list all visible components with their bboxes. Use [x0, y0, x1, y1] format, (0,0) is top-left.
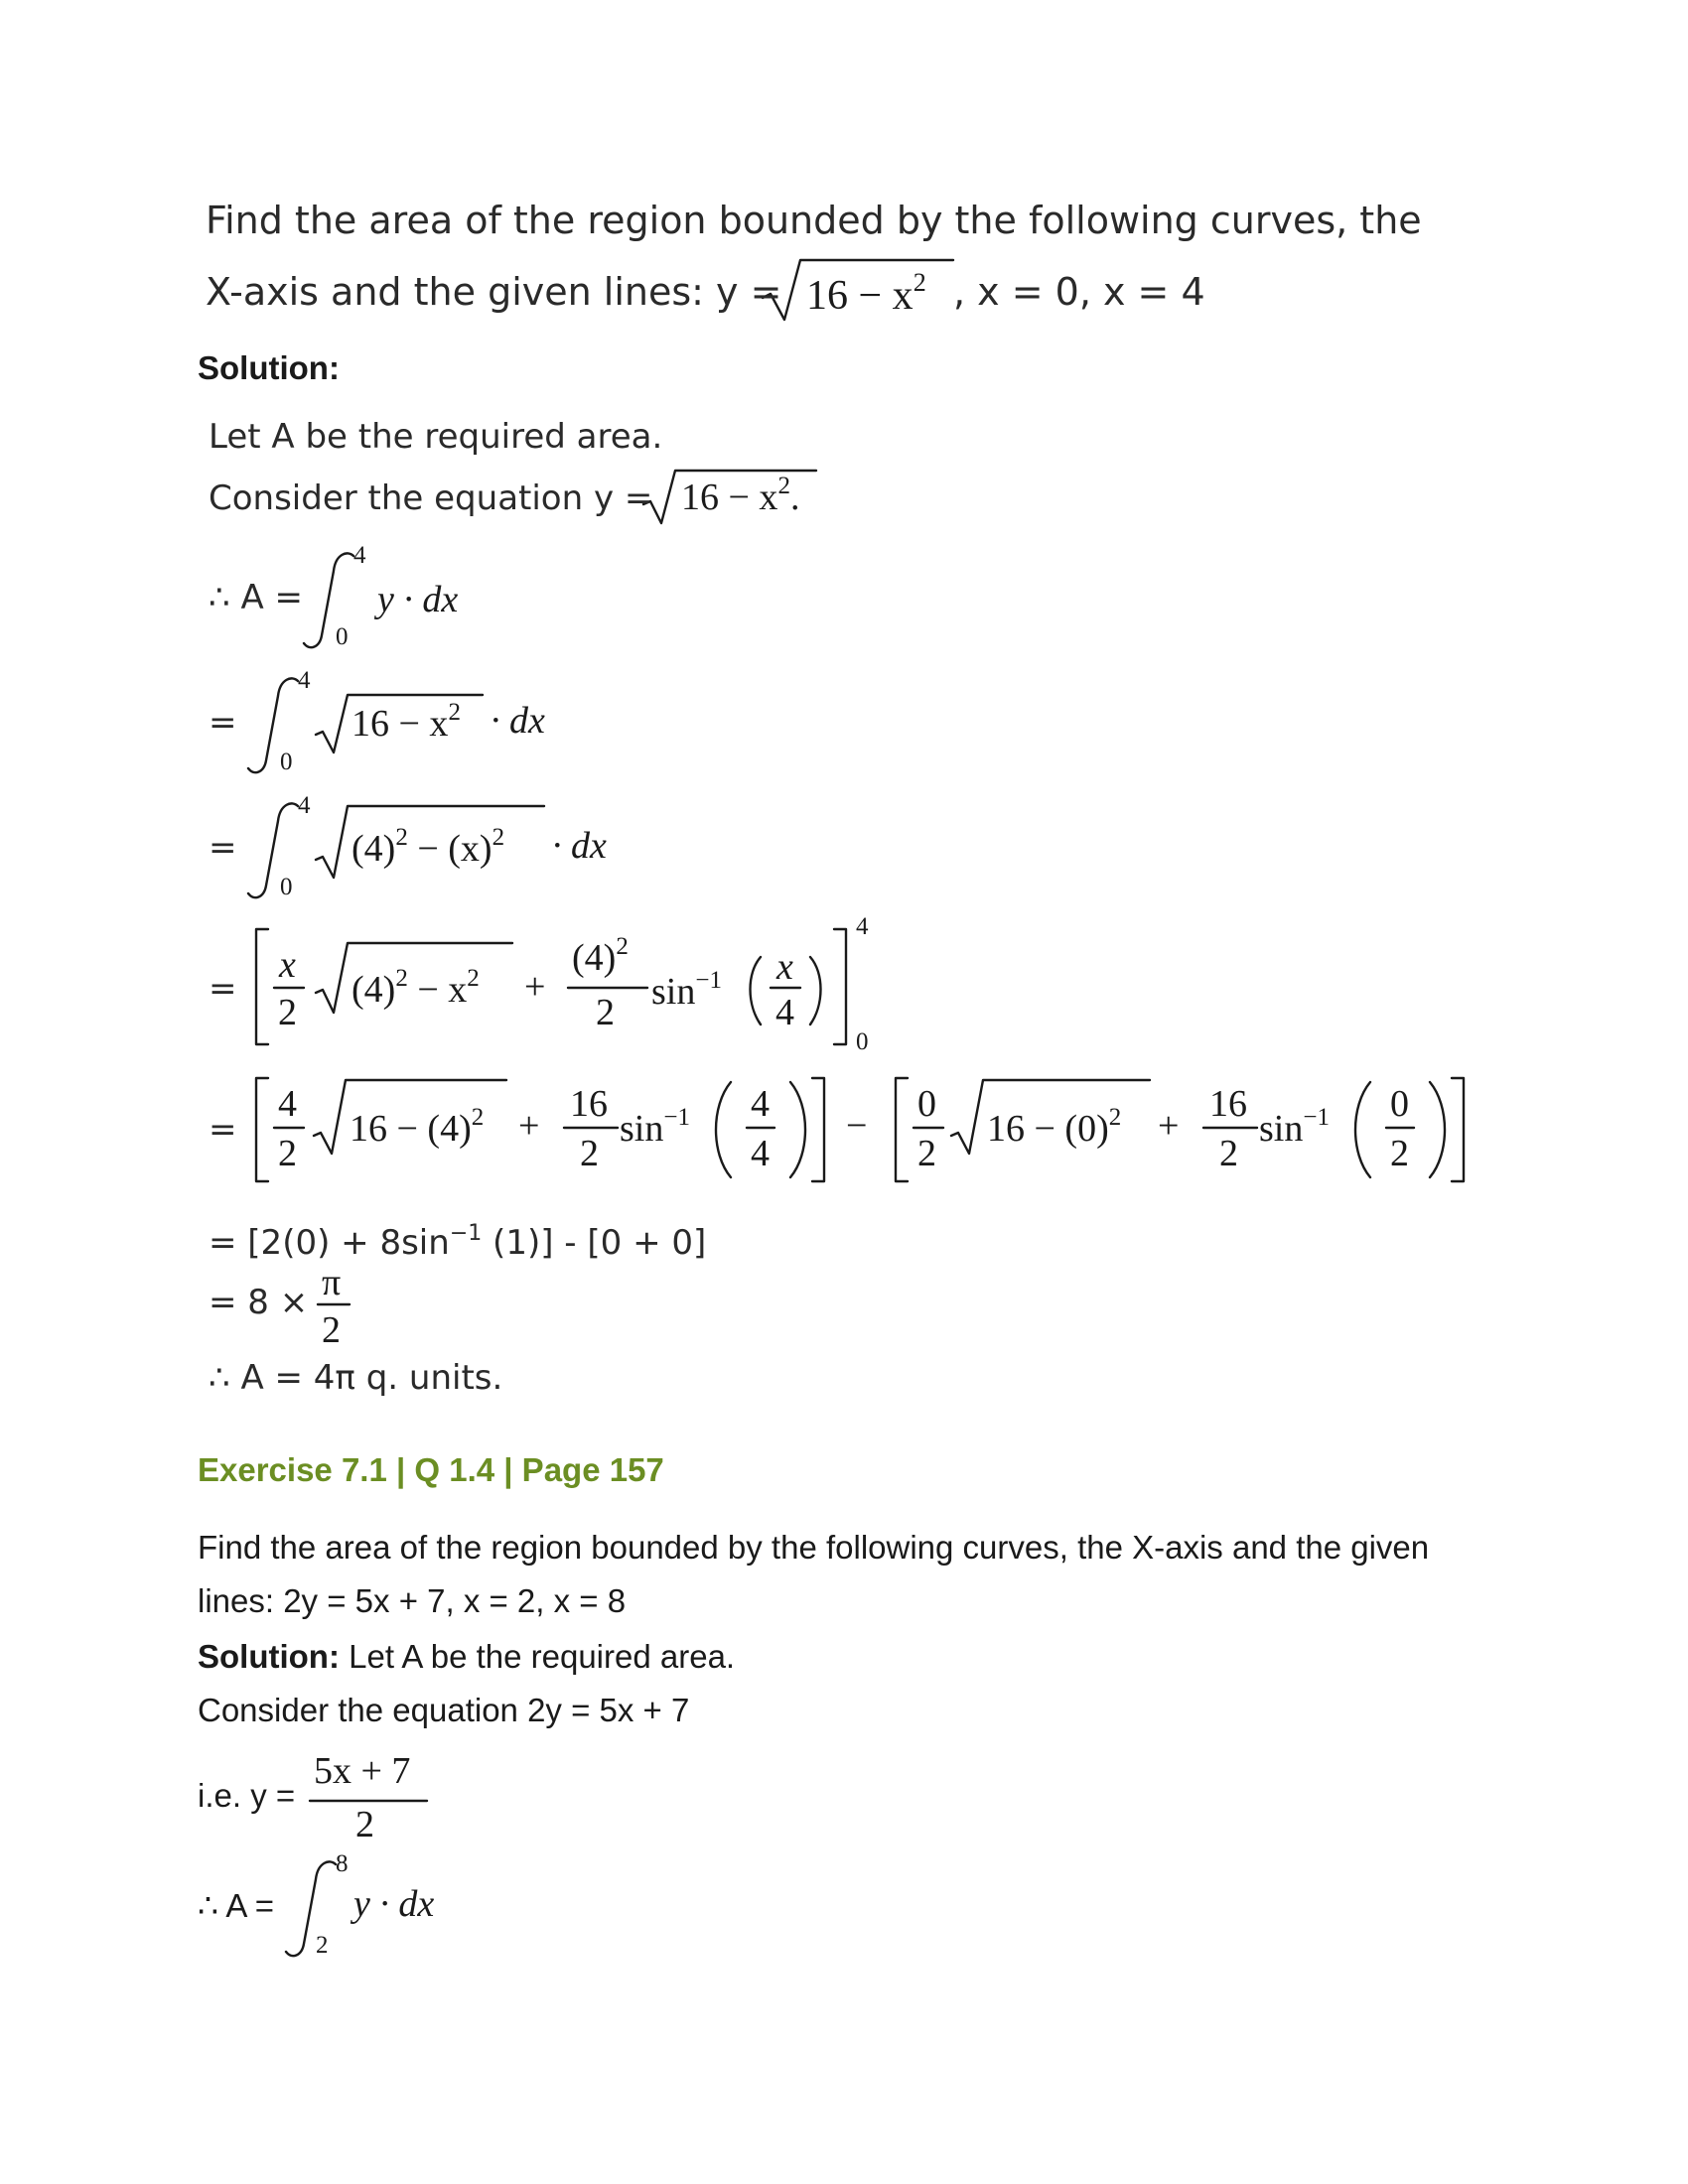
exponent: 2: [395, 824, 408, 851]
fraction-numerator: x: [776, 946, 793, 988]
integral-lower-limit: 0: [280, 749, 293, 775]
eval-lower-limit: 0: [856, 1028, 869, 1055]
right-paren: [1430, 1082, 1445, 1177]
exercise-heading: Exercise 7.1 | Q 1.4 | Page 157: [198, 1451, 664, 1488]
integrand: y · dx: [377, 579, 459, 620]
problem-radicand: [806, 268, 926, 320]
sin-function: [620, 1104, 690, 1151]
radicand-text: 16 − x: [806, 273, 914, 319]
numerator-text: (4): [572, 937, 617, 979]
fraction-numerator: [572, 933, 629, 980]
left-paren: [751, 957, 762, 1024]
therefore-a: ∴ A =: [198, 1887, 274, 1924]
problem-statement-line2: [206, 270, 781, 314]
right-paren: [790, 1082, 805, 1177]
fraction-numerator: 5x + 7: [314, 1750, 411, 1792]
left-bracket: [256, 1078, 268, 1181]
fraction-numerator: x: [279, 944, 296, 986]
step6-line: [209, 1221, 706, 1263]
exponent: 2: [913, 268, 926, 297]
solution-heading: Solution:: [198, 349, 340, 386]
sin-function: [1259, 1104, 1330, 1151]
final-answer: ∴ A = 4π q. units.: [209, 1358, 503, 1398]
exponent: −1: [449, 1221, 483, 1246]
fraction-numerator: 0: [917, 1083, 936, 1125]
fraction-numerator: 16: [1209, 1083, 1247, 1125]
radicand-text: 16 − (0): [987, 1108, 1109, 1150]
sin-text: sin: [1259, 1108, 1304, 1150]
fraction-denominator: 2: [596, 992, 615, 1033]
equals-sign: =: [209, 969, 237, 1009]
fraction-numerator: π: [322, 1262, 342, 1303]
right-bracket: [812, 1078, 824, 1181]
problem2-line2: lines: 2y = 5x + 7, x = 2, x = 8: [198, 1582, 627, 1619]
problem-statement-line1: Find the area of the region bounded by the following curves, the: [206, 199, 1422, 242]
step3-radicand: [352, 824, 504, 871]
integral-lower-limit: 2: [316, 1932, 329, 1959]
fraction-denominator: 2: [278, 992, 297, 1033]
exponent: 2: [616, 933, 629, 960]
problem2-solution-line: [198, 1638, 735, 1676]
integrand: y · dx: [353, 1883, 435, 1925]
integral-lower-limit: 0: [280, 874, 293, 900]
fraction-numerator: 4: [278, 1083, 297, 1125]
left-bracket: [256, 929, 268, 1044]
exponent: 2: [395, 965, 408, 992]
problem2-line1: Find the area of the region bounded by the following curves, the X-axis and the given: [198, 1529, 1430, 1566]
right-bracket: [834, 929, 846, 1044]
radicand-part: (4): [352, 828, 396, 870]
integral-upper-limit: 4: [298, 792, 311, 819]
integral-lower-limit: 0: [336, 623, 349, 650]
exponent: −1: [663, 1104, 690, 1131]
equals-sign: =: [209, 1110, 237, 1150]
problem2-consider: Consider the equation 2y = 5x + 7: [198, 1692, 690, 1728]
fraction-numerator: 4: [751, 1083, 770, 1125]
left-paren: [716, 1082, 731, 1177]
exponent: −1: [1303, 1104, 1330, 1131]
left-paren: [1355, 1082, 1370, 1177]
exponent: −1: [695, 967, 722, 994]
exponent: 2: [1108, 1104, 1122, 1131]
exponent: 2: [777, 473, 790, 499]
sin-function: [651, 967, 722, 1014]
right-bracket: [1452, 1078, 1464, 1181]
fraction-denominator: 2: [917, 1133, 936, 1174]
consider-line: Consider the equation y =: [209, 478, 653, 518]
plus-sign: +: [524, 966, 546, 1008]
right-paren: [810, 957, 821, 1024]
sin-text: sin: [620, 1108, 664, 1150]
eval-upper-limit: 4: [856, 913, 869, 940]
radicand-part: − x: [417, 969, 468, 1011]
fraction-denominator: 2: [278, 1133, 297, 1174]
left-bracket: [896, 1078, 908, 1181]
fraction-denominator: 2: [355, 1804, 374, 1845]
step6-text: (1)] - [0 + 0]: [482, 1223, 707, 1263]
radicand-text: 16 − x: [681, 477, 778, 518]
minus-sign: −: [846, 1105, 868, 1147]
integral-sign: [286, 1861, 336, 1956]
step5-radicand-2: [987, 1104, 1121, 1151]
exponent: 2: [448, 699, 461, 726]
fraction-denominator: 2: [1390, 1133, 1409, 1174]
consider-radicand: [681, 473, 799, 519]
exponent: 2: [471, 1104, 485, 1131]
fraction-denominator: 2: [580, 1133, 599, 1174]
radicand-part: − (x): [417, 828, 492, 870]
plus-sign: +: [1158, 1105, 1180, 1147]
solution-label: Solution:: [198, 1638, 340, 1675]
integral-upper-limit: 4: [298, 667, 311, 694]
equals-sign: =: [209, 828, 237, 868]
radicand-text: 16 − (4): [350, 1108, 472, 1150]
fraction-denominator: 2: [1219, 1133, 1238, 1174]
exponent: 2: [492, 824, 505, 851]
solution-text: Let A be the required area.: [339, 1638, 736, 1675]
radicand-text: 16 − x: [352, 703, 449, 745]
fraction-numerator: 16: [570, 1083, 608, 1125]
integral-upper-limit: 8: [336, 1850, 349, 1877]
fraction-denominator: 4: [775, 992, 794, 1033]
step6-text: = [2(0) + 8sin: [209, 1223, 450, 1263]
step2-dx: · dx: [491, 700, 545, 742]
integral-upper-limit: 4: [353, 542, 366, 569]
therefore-a: ∴ A =: [209, 578, 303, 617]
equals-sign: =: [209, 703, 237, 743]
step7-prefix: = 8 ×: [209, 1283, 309, 1322]
step5-radicand-1: [350, 1104, 484, 1151]
fraction-denominator: 4: [751, 1133, 770, 1174]
step2-radicand: [352, 699, 461, 746]
problem-statement-suffix: , x = 0, x = 4: [953, 270, 1205, 314]
let-line: Let A be the required area.: [209, 417, 663, 457]
fraction-denominator: 2: [322, 1309, 341, 1351]
plus-sign: +: [518, 1105, 540, 1147]
period: .: [789, 477, 800, 518]
sin-text: sin: [651, 971, 696, 1013]
radicand-part: (4): [352, 969, 396, 1011]
fraction-numerator: 0: [1390, 1083, 1409, 1125]
exponent: 2: [467, 965, 480, 992]
problem-statement-prefix: X-axis and the given lines: y =: [206, 270, 782, 314]
ie-prefix: i.e. y =: [198, 1777, 296, 1814]
step4-radicand: [352, 965, 480, 1012]
step3-dx: · dx: [552, 825, 607, 867]
